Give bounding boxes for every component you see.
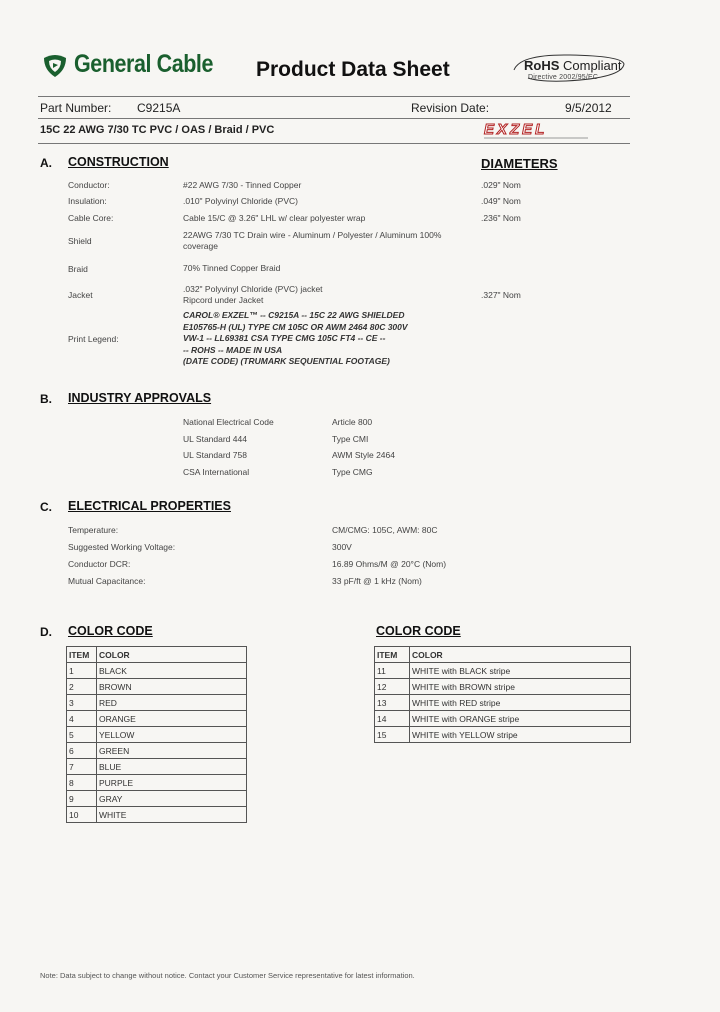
table-row (375, 727, 631, 743)
item-cell: 15 (375, 727, 410, 743)
section-letter: B. (40, 392, 52, 406)
divider (38, 96, 630, 97)
diameter-value: .236" Nom (481, 213, 521, 223)
table-row (67, 727, 247, 743)
color-cell: WHITE with RED stripe (410, 695, 631, 711)
color-cell: WHITE with BROWN stripe (410, 679, 631, 695)
item-cell: 3 (67, 695, 97, 711)
construction-label: Jacket (68, 290, 93, 300)
table-row (375, 711, 631, 727)
electrical-value: 33 pF/ft @ 1 kHz (Nom) (332, 576, 422, 586)
print-legend-line: -- ROHS -- MADE IN USA (183, 344, 283, 355)
approval-value: AWM Style 2464 (332, 450, 395, 460)
table-header-row (375, 647, 631, 663)
table-header-row (67, 647, 247, 663)
col-item-header: ITEM (67, 647, 97, 663)
color-cell: BLUE (97, 759, 247, 775)
print-legend-label: Print Legend: (68, 334, 119, 344)
table-row (67, 791, 247, 807)
construction-label: Shield (68, 236, 92, 246)
page-title: Product Data Sheet (256, 58, 450, 81)
col-color-header: COLOR (410, 647, 631, 663)
construction-title: CONSTRUCTION (68, 155, 169, 169)
item-cell: 2 (67, 679, 97, 695)
table-row (375, 679, 631, 695)
approval-value: Type CMG (332, 467, 373, 477)
brand-name: General Cable (74, 50, 214, 78)
approval-name: CSA International (183, 467, 250, 477)
revision-date-value: 9/5/2012 (565, 101, 612, 115)
general-cable-logo-icon (42, 52, 68, 78)
table-row (67, 711, 247, 727)
construction-label: Conductor: (68, 180, 110, 190)
approval-name: UL Standard 444 (183, 434, 247, 444)
part-number-label: Part Number: (40, 101, 112, 115)
table-row (67, 775, 247, 791)
print-legend-line: CAROL® EXZEL™ -- C9215A -- 15C 22 AWG SHIELDED (183, 310, 405, 320)
svg-text:EXZEL: EXZEL (484, 121, 548, 138)
construction-value-cont: Ripcord under Jacket (183, 295, 264, 305)
color-cell: GRAY (97, 791, 247, 807)
construction-label: Insulation: (68, 196, 107, 206)
item-cell: 8 (67, 775, 97, 791)
item-cell: 1 (67, 663, 97, 679)
color-cell: WHITE with ORANGE stripe (410, 711, 631, 727)
table-row (67, 695, 247, 711)
table-row (67, 759, 247, 775)
table-row (67, 743, 247, 759)
color-cell: BROWN (97, 679, 247, 695)
diameter-value: .049" Nom (481, 196, 521, 206)
part-number-value: C9215A (137, 101, 181, 115)
item-cell: 10 (67, 807, 97, 823)
approval-value: Type CMI (332, 434, 369, 444)
construction-value: .032" Polyvinyl Chloride (PVC) jacket (183, 284, 323, 294)
color-cell: BLACK (97, 663, 247, 679)
diameter-value: .029" Nom (481, 180, 521, 190)
color-cell: RED (97, 695, 247, 711)
exzel-logo-icon (482, 120, 596, 142)
item-cell: 11 (375, 663, 410, 679)
construction-value-cont: coverage (183, 241, 218, 251)
electrical-value: CM/CMG: 105C, AWM: 80C (332, 525, 438, 535)
item-cell: 6 (67, 743, 97, 759)
construction-label: Braid (68, 264, 88, 274)
approval-value: Article 800 (332, 417, 373, 427)
item-cell: 9 (67, 791, 97, 807)
rohs-badge (510, 52, 626, 82)
section-letter: D. (40, 625, 52, 639)
footer-note: Note: Data subject to change without notice. Contact your Customer Service representative for latest information. (40, 971, 415, 980)
electrical-label: Mutual Capacitance: (68, 576, 146, 586)
item-cell: 5 (67, 727, 97, 743)
item-cell: 7 (67, 759, 97, 775)
construction-value: .010" Polyvinyl Chloride (PVC) (183, 196, 298, 206)
construction-value: #22 AWG 7/30 - Tinned Copper (183, 180, 302, 190)
color-cell: GREEN (97, 743, 247, 759)
print-legend-line: E105765-H (UL) TYPE CM 105C OR AWM 2464 80C 300V (183, 321, 408, 332)
electrical-value: 16.89 Ohms/M @ 20°C (Nom) (332, 559, 447, 569)
color-code-title: COLOR CODE (68, 624, 153, 638)
color-cell: ORANGE (97, 711, 247, 727)
table-row (67, 807, 247, 823)
divider (38, 118, 630, 119)
construction-value: 70% Tinned Copper Braid (183, 263, 281, 273)
electrical-title: ELECTRICAL PROPERTIES (68, 499, 231, 513)
color-cell: PURPLE (97, 775, 247, 791)
section-letter: A. (40, 156, 52, 170)
item-cell: 4 (67, 711, 97, 727)
col-color-header: COLOR (97, 647, 247, 663)
table-row (67, 663, 247, 679)
color-code-title-right: COLOR CODE (376, 624, 461, 638)
brand-logo (42, 50, 236, 79)
section-letter: C. (40, 500, 52, 514)
col-item-header: ITEM (375, 647, 410, 663)
rohs-title: RoHS Compliant (524, 58, 622, 73)
item-cell: 13 (375, 695, 410, 711)
item-cell: 14 (375, 711, 410, 727)
color-code-table-left (66, 646, 247, 823)
print-legend-line: (DATE CODE) (TRUMARK SEQUENTIAL FOOTAGE) (183, 356, 390, 366)
divider (38, 143, 630, 144)
electrical-label: Temperature: (68, 525, 119, 535)
color-cell: WHITE with YELLOW stripe (410, 727, 631, 743)
print-legend-line: VW-1 -- LL69381 CSA TYPE CMG 105C FT4 -- CE -- (183, 333, 386, 343)
approval-name: UL Standard 758 (183, 450, 247, 460)
table-row (375, 695, 631, 711)
construction-label: Cable Core: (68, 213, 114, 223)
color-cell: WHITE with BLACK stripe (410, 663, 631, 679)
approval-name: National Electrical Code (183, 417, 274, 427)
electrical-value: 300V (332, 542, 352, 552)
diameters-title: DIAMETERS (481, 156, 558, 171)
product-description: 15C 22 AWG 7/30 TC PVC / OAS / Braid / PVC (40, 124, 275, 136)
exzel-logo (482, 120, 596, 142)
color-cell: YELLOW (97, 727, 247, 743)
item-cell: 12 (375, 679, 410, 695)
approvals-title: INDUSTRY APPROVALS (68, 391, 212, 405)
revision-date-label: Revision Date: (411, 101, 490, 115)
construction-value: 22AWG 7/30 TC Drain wire - Aluminum / Polyester / Aluminum 100% (183, 230, 442, 240)
electrical-label: Suggested Working Voltage: (68, 542, 176, 552)
table-row (375, 663, 631, 679)
table-row (67, 679, 247, 695)
print-legend (183, 310, 408, 368)
diameter-value: .327" Nom (481, 290, 521, 300)
rohs-directive: Directive 2002/95/EC (528, 74, 599, 81)
color-cell: WHITE (97, 807, 247, 823)
construction-value: Cable 15/C @ 3.26" LHL w/ clear polyester wrap (183, 213, 366, 223)
electrical-label: Conductor DCR: (68, 559, 131, 569)
color-code-table-right (374, 646, 631, 743)
